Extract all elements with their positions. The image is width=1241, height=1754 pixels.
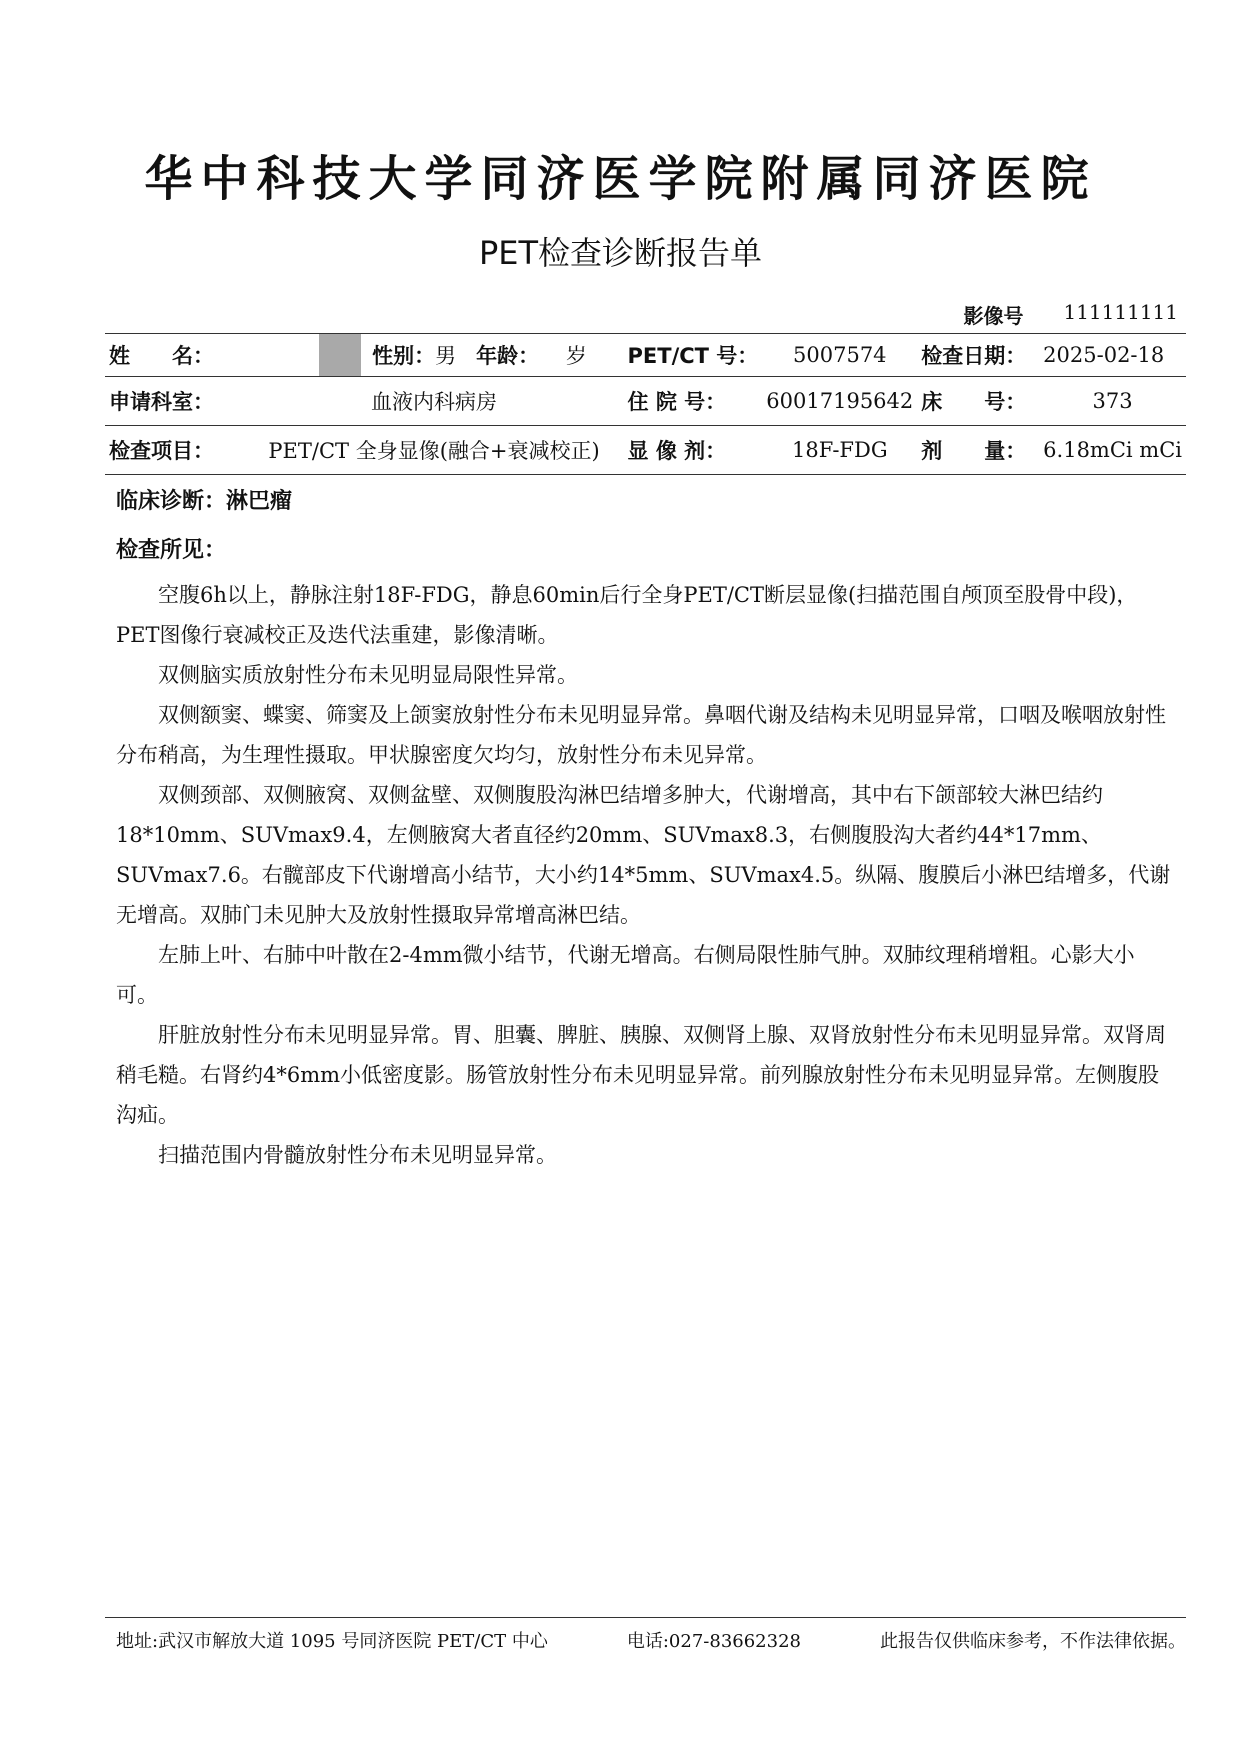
bed-label-cell xyxy=(917,377,1039,426)
dose-label: 剂 量： xyxy=(921,439,1027,463)
bed-value-cell xyxy=(1039,377,1186,426)
patient-row-2 xyxy=(105,377,1186,426)
name-label: 姓 名： xyxy=(109,344,214,368)
item-value: PET/CT 全身显像(融合+衰减校正) xyxy=(268,439,600,463)
dept-label: 申请科室： xyxy=(109,390,214,414)
inpatient-value-cell xyxy=(762,377,917,426)
agent-value: 18F-FDG xyxy=(791,438,888,462)
dose-label-cell xyxy=(917,426,1039,475)
findings-label: 检查所见： xyxy=(116,538,227,563)
findings-paragraph: 双侧脑实质放射性分布未见明显局限性异常。 xyxy=(158,663,578,687)
exam-date-label-cell xyxy=(917,334,1039,377)
inpatient-value: 60017195642 xyxy=(766,389,914,413)
redacted-name-block xyxy=(319,334,361,376)
report-title: PET检查诊断报告单 xyxy=(478,234,763,272)
agent-label-cell xyxy=(624,426,763,475)
bed-label: 床 号： xyxy=(921,390,1027,414)
dose-value-cell xyxy=(1039,426,1186,475)
item-label-cell xyxy=(105,426,245,475)
petct-label-cell xyxy=(624,334,763,377)
dose-value: 6.18mCi mCi xyxy=(1043,438,1182,462)
patient-row-1 xyxy=(105,334,1186,377)
dept-label-cell xyxy=(105,377,245,426)
agent-label: 显 像 剂： xyxy=(627,439,727,463)
dept-value: 血液内科病房 xyxy=(371,390,498,414)
sex-label: 性别： xyxy=(372,344,436,368)
findings-paragraph: 双侧颈部、双侧腋窝、双侧盆壁、双侧腹股沟淋巴结增多肿大，代谢增高，其中右下颌部较大淋巴结约18*10mm、SUVmax9.4，左侧腋窝大者直径约20mm、SUVmax8.3，右侧腹股沟大者约44*17mm、SUVmax7.6。右髋部皮下代谢增高小结节，大小约14*5mm、SUVmax4.5。纵隔、腹膜后小淋巴结增多，代谢无增高。双肺门未见肿大及放射性摄取异常增高淋巴结。 xyxy=(116,783,1171,927)
inpatient-label: 住 院 号： xyxy=(627,390,727,414)
sex-age-cell xyxy=(368,334,623,377)
findings-paragraph: 肝脏放射性分布未见明显异常。胃、胆囊、脾脏、胰腺、双侧肾上腺、双肾放射性分布未见明显异常。双肾周稍毛糙。右肾约4*6mm小低密度影。肠管放射性分布未见明显异常。前列腺放射性分布未见明显异常。左侧腹股沟疝。 xyxy=(116,1023,1166,1127)
name-value-cell xyxy=(245,334,369,377)
name-label-cell xyxy=(105,334,245,377)
sex-value: 男 xyxy=(435,344,457,368)
item-value-cell xyxy=(245,426,624,475)
exam-date-value: 2025-02-18 xyxy=(1043,343,1165,367)
item-label: 检查项目： xyxy=(109,439,214,463)
exam-date-value-cell xyxy=(1039,334,1186,377)
footer xyxy=(116,1627,1186,1653)
patient-info-table xyxy=(105,333,1186,475)
petct-value-cell xyxy=(762,334,917,377)
inpatient-label-cell xyxy=(624,377,763,426)
footer-disclaimer: 此报告仅供临床参考，不作法律依据。 xyxy=(879,1631,1186,1652)
dept-value-cell xyxy=(245,377,624,426)
hospital-name: 华中科技大学同济医学院附属同济医院 xyxy=(144,151,1097,207)
footer-phone: 电话:027-83662328 xyxy=(626,1631,801,1652)
clinical-diagnosis-value: 淋巴瘤 xyxy=(226,489,293,514)
footer-divider xyxy=(105,1617,1186,1618)
image-id-row xyxy=(963,300,1178,329)
image-id-label: 影像号 xyxy=(963,304,1024,328)
petct-value: 5007574 xyxy=(793,343,887,367)
clinical-diagnosis-label: 临床诊断： xyxy=(116,489,227,514)
age-label: 年龄： xyxy=(476,344,540,368)
findings-paragraph: 双侧额窦、蝶窦、筛窦及上颌窦放射性分布未见明显异常。鼻咽代谢及结构未见明显异常，口咽及喉咽放射性分布稍高，为生理性摄取。甲状腺密度欠均匀，放射性分布未见异常。 xyxy=(116,703,1166,767)
findings-paragraph: 空腹6h以上，静脉注射18F-FDG，静息60min后行全身PET/CT断层显像(扫描范围自颅顶至股骨中段)，PET图像行衰减校正及迭代法重建，影像清晰。 xyxy=(116,583,1138,647)
bed-value: 373 xyxy=(1092,389,1133,413)
footer-address: 地址:武汉市解放大道 1095 号同济医院 PET/CT 中心 xyxy=(116,1631,548,1652)
exam-date-label: 检查日期： xyxy=(921,344,1027,368)
agent-value-cell xyxy=(762,426,917,475)
petct-label: PET/CT 号： xyxy=(627,344,759,368)
age-unit: 岁 xyxy=(565,344,587,368)
findings-paragraph: 左肺上叶、右肺中叶散在2-4mm微小结节，代谢无增高。右侧局限性肺气肿。双肺纹理稍增粗。心影大小可。 xyxy=(116,943,1135,1007)
patient-row-3 xyxy=(105,426,1186,475)
clinical-diagnosis xyxy=(116,484,292,515)
findings-body xyxy=(116,575,1176,1175)
image-id-value: 111111111 xyxy=(1063,300,1178,324)
findings-paragraph: 扫描范围内骨髓放射性分布未见明显异常。 xyxy=(158,1143,557,1167)
